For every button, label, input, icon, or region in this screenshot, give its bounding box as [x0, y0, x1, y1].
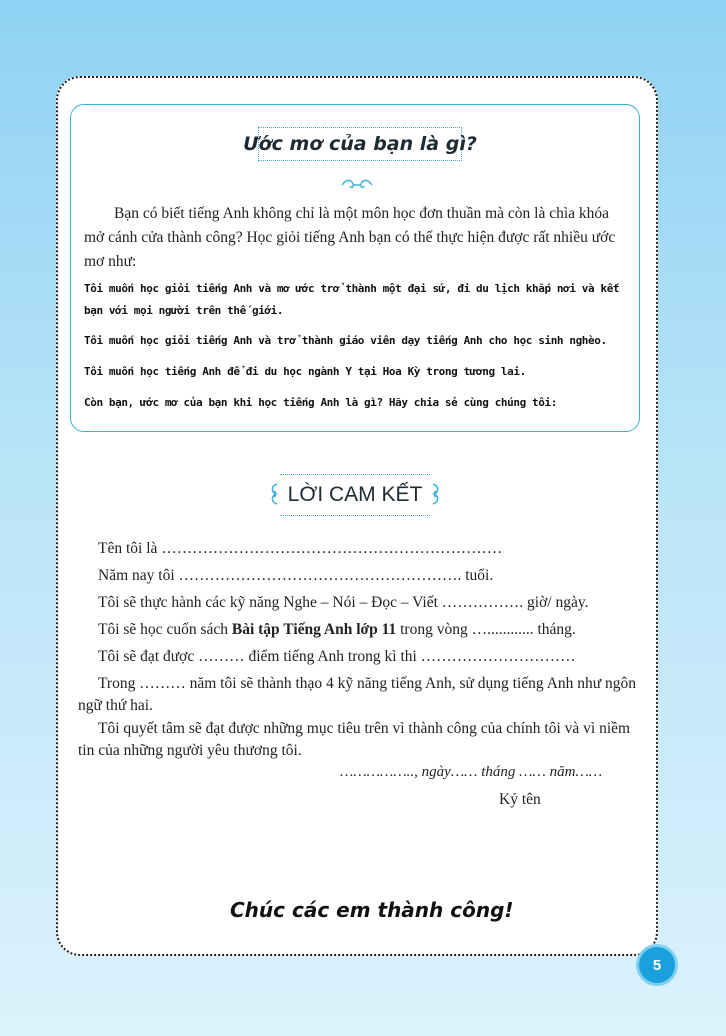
pledge-resolve-line: Tôi quyết tâm sẽ đạt được những mục tiêu trên vì thành công của chính tôi và vì niềm tin của những người yêu thương tôi.: [78, 720, 631, 759]
pledge-book-before: Tôi sẽ học cuốn sách: [98, 621, 232, 638]
pledge-book-title: Bài tập Tiếng Anh lớp 11: [231, 621, 397, 638]
pledge-date-line: …………….., ngày…… tháng …… năm……: [340, 764, 603, 780]
pledge-book-after: trong vòng …............ tháng.: [396, 621, 576, 638]
pledge-age-line: Năm nay tôi ………………………………………………. tuổi.: [98, 567, 494, 584]
dream-intro-text: Bạn có biết tiếng Anh không chỉ là một môn học đơn thuần mà còn là chìa khóa mở cánh cửa thành công? Học giỏi tiếng Anh bạn có thể thực hiện được rất nhiều ước mơ như:: [84, 205, 616, 270]
pledge-book-line: [78, 619, 638, 641]
pledge-practice-line: Tôi sẽ thực hành các kỹ năng Nghe – Nói – Đọc – Viết ……………. giờ/ ngày.: [98, 594, 589, 611]
pledge-name-line: Tên tôi là …………………………………………………………: [98, 540, 503, 557]
swirl-left-icon: [268, 482, 280, 506]
signature-label: Ký tên: [499, 791, 541, 808]
dream-item-teacher: Tôi muốn học giỏi tiếng Anh và trở thành giáo viên dạy tiếng Anh cho học sinh nghèo.: [84, 334, 607, 347]
dream-item-medicine: Tôi muốn học tiếng Anh để đi du học ngành Y tại Hoa Kỳ trong tương lai.: [84, 365, 526, 378]
flourish-ornament-icon: [340, 178, 374, 192]
pledge-section-title: LỜI CAM KẾT: [280, 474, 430, 516]
dream-item-ambassador: Tôi muốn học giỏi tiếng Anh và mơ ước trở thành một đại sứ, đi du lịch khắp nơi và kết bạn với mọi người trên thế giới.: [84, 282, 620, 317]
closing-message: Chúc các em thành công!: [230, 898, 514, 922]
dream-item-question: Còn bạn, ước mơ của bạn khi học tiếng Anh là gì? Hãy chia sẻ cùng chúng tôi:: [84, 396, 557, 409]
dream-section-title: Ước mơ của bạn là gì?: [258, 127, 462, 161]
pledge-score-line: Tôi sẽ đạt được ……… điểm tiếng Anh trong kì thi …………………………: [98, 648, 576, 665]
swirl-right-icon: [430, 482, 442, 506]
page-number-badge: 5: [636, 944, 678, 986]
pledge-skills-line: Trong ……… năm tôi sẽ thành thạo 4 kỹ năng tiếng Anh, sử dụng tiếng Anh như ngôn ngữ thứ hai.: [78, 675, 637, 714]
